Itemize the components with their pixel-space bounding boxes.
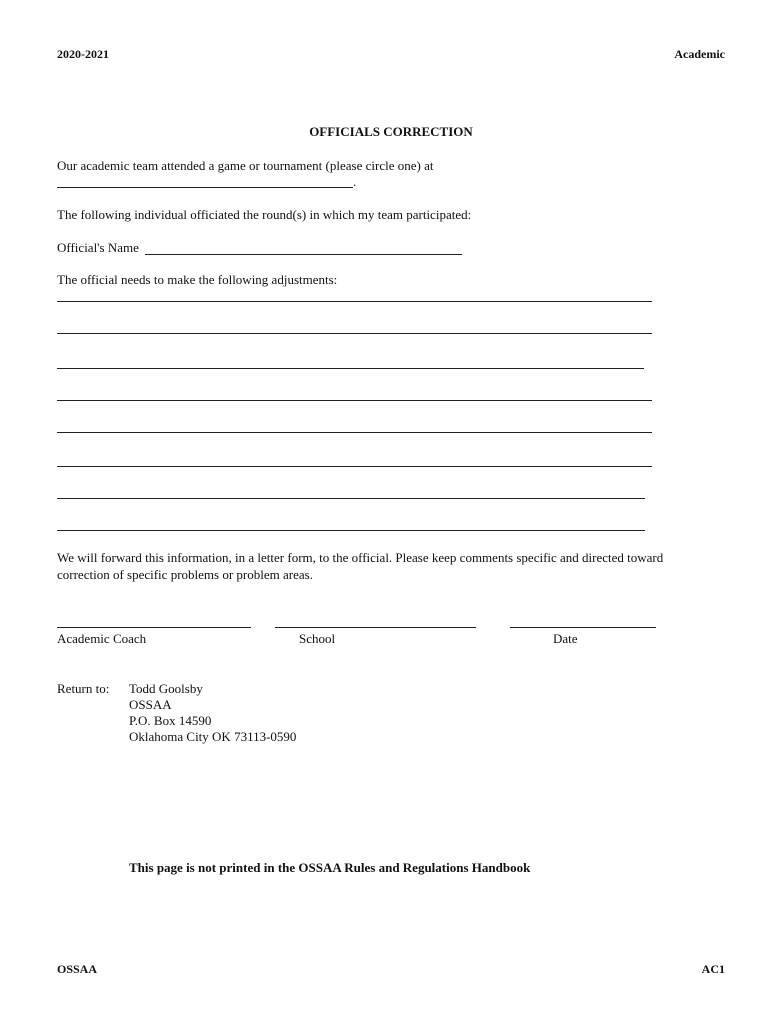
official-name-line[interactable]	[145, 254, 462, 255]
school-line[interactable]	[275, 627, 476, 628]
forward-text-line-2: correction of specific problems or problem areas.	[57, 567, 313, 582]
adjustments-label: The official needs to make the following adjustments:	[57, 272, 338, 287]
return-label: Return to:	[57, 681, 110, 696]
adjustment-line[interactable]	[57, 301, 652, 302]
return-city: Oklahoma City OK 73113-0590	[129, 729, 297, 744]
tournament-blank-line[interactable]	[57, 187, 353, 188]
forward-text-line-1: We will forward this information, in a letter form, to the official. Please keep comments specific and directed toward	[57, 550, 664, 565]
handbook-note: This page is not printed in the OSSAA Rules and Regulations Handbook	[129, 860, 531, 875]
header-category: Academic	[674, 47, 725, 61]
coach-signature-line[interactable]	[57, 627, 251, 628]
form-title: OFFICIALS CORRECTION	[309, 124, 473, 139]
adjustment-line[interactable]	[57, 432, 652, 433]
adjustment-line[interactable]	[57, 530, 645, 531]
date-line[interactable]	[510, 627, 656, 628]
adjustment-line[interactable]	[57, 498, 645, 499]
official-name-label: Official's Name	[57, 240, 139, 255]
coach-label: Academic Coach	[57, 631, 147, 646]
adjustment-line[interactable]	[57, 368, 644, 369]
adjustment-line[interactable]	[57, 333, 652, 334]
intro-line: Our academic team attended a game or tournament (please circle one) at	[57, 158, 434, 173]
participated-text: The following individual officiated the round(s) in which my team participated:	[57, 207, 472, 222]
return-org: OSSAA	[129, 697, 172, 712]
date-label: Date	[553, 631, 578, 646]
intro-blank-period: .	[353, 174, 357, 189]
footer-org: OSSAA	[57, 962, 98, 976]
header-year: 2020-2021	[57, 47, 109, 61]
adjustment-line[interactable]	[57, 466, 652, 467]
adjustment-line[interactable]	[57, 400, 652, 401]
return-name: Todd Goolsby	[129, 681, 203, 696]
footer-page-code: AC1	[701, 962, 725, 976]
return-po-box: P.O. Box 14590	[129, 713, 212, 728]
school-label: School	[299, 631, 336, 646]
